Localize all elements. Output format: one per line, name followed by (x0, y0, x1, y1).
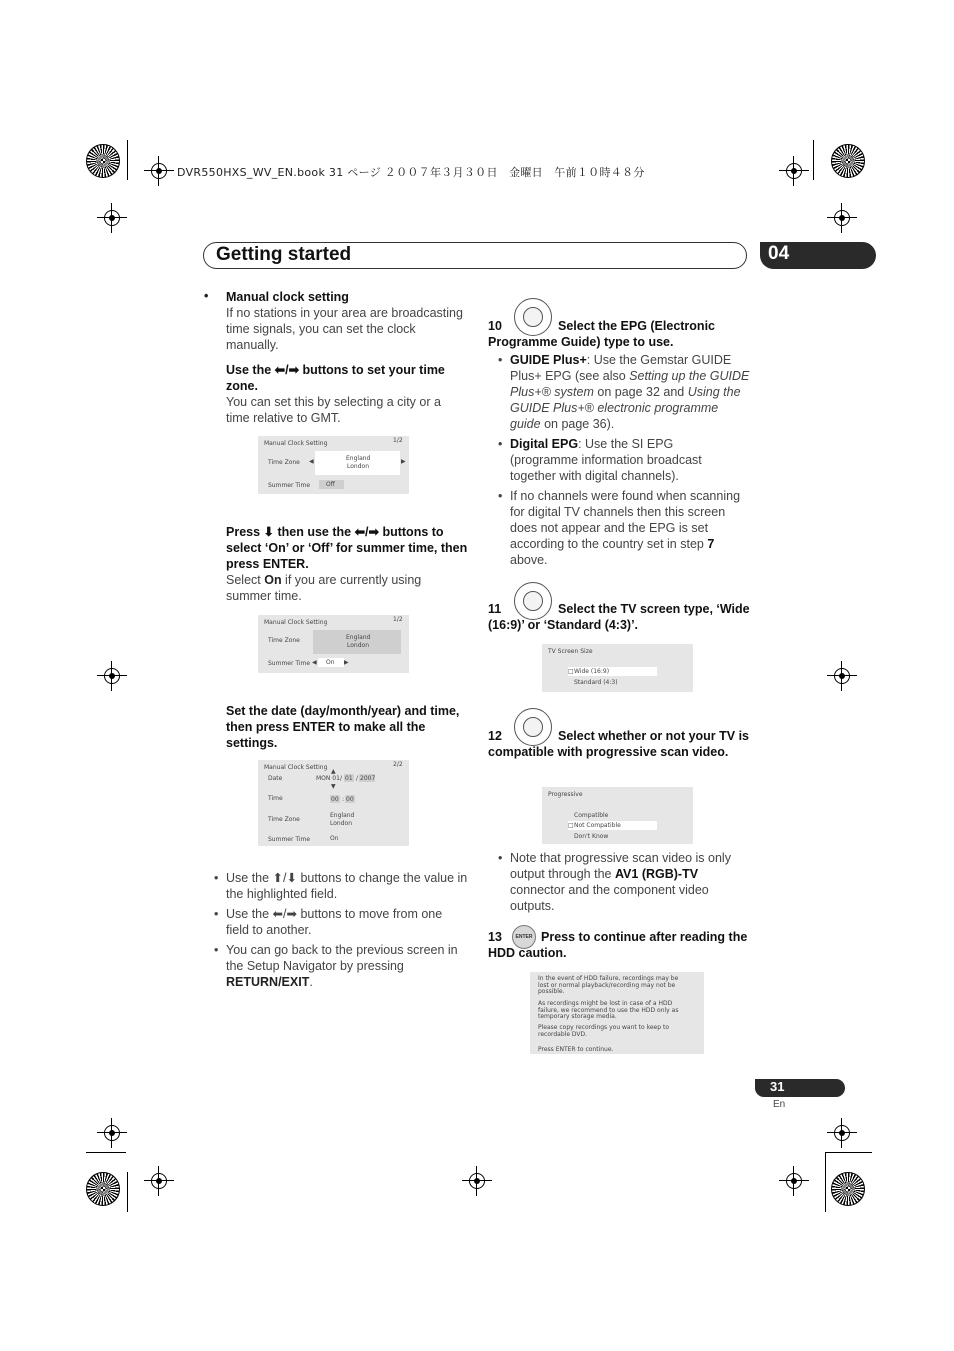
step-summer (226, 524, 468, 604)
time-minute: 00 (346, 796, 354, 803)
chapter-number: 04 (768, 243, 790, 264)
bullet-marker: • (214, 943, 219, 957)
summer-body-on: On (264, 573, 282, 587)
selected-checkbox-icon: □ (568, 822, 574, 829)
screen-page: 1/2 (393, 437, 403, 444)
crosshair-mark (469, 1173, 485, 1189)
arrow-left-icon: ◀ (312, 659, 317, 666)
enter-button-icon: ENTER (512, 925, 536, 949)
step-13-number: 13 (488, 930, 502, 944)
date-month-box (344, 774, 354, 782)
summer-time-value-box (318, 658, 344, 667)
language-label: En (773, 1099, 786, 1110)
registration-star-mark (831, 1172, 865, 1206)
timezone-label: Time Zone (268, 459, 300, 466)
progressive-note-bullet (510, 850, 752, 914)
guide-plus-bullet (510, 352, 750, 432)
timezone-value-line1: England (330, 812, 355, 819)
tv-screen-size-screen (542, 644, 693, 692)
timezone-value-line2: London (347, 463, 369, 470)
screen-title: Manual Clock Setting (264, 764, 328, 771)
bullet-marker: • (204, 289, 209, 303)
bullet-marker: • (214, 907, 219, 921)
hdd-caution-line2: As recordings might be lost in case of a HDD failure, we recommend to use the HDD only as temporary storage media. (538, 1000, 679, 1020)
manual-clock-section (226, 289, 466, 353)
time-separator: : (342, 796, 345, 803)
progressive-note-pre: Note that progressive scan video is only output through the (510, 851, 731, 881)
crosshair-mark (834, 668, 850, 684)
crop-line (813, 140, 814, 180)
summer-body-post: if you are currently using summer time. (226, 573, 422, 603)
arrow-right-icon: ▶ (344, 659, 349, 666)
chapter-tab (760, 242, 876, 269)
timezone-value-box (315, 451, 400, 475)
crop-line (127, 1172, 128, 1212)
progressive-note-bold: AV1 (RGB)-TV (614, 867, 699, 881)
summer-time-value: On (330, 835, 339, 842)
bullet-marker: • (498, 851, 503, 865)
bullet-marker: • (214, 871, 219, 885)
step-13-heading: Press to continue after reading the HDD caution. (488, 930, 748, 960)
hdd-caution-screen (530, 972, 704, 1054)
date-label: Date (268, 775, 283, 782)
go-back-pre: You can go back to the previous screen in the Setup Navigator by pressing (226, 943, 458, 973)
no-channels-step: 7 (707, 537, 715, 551)
date-day: MON 01 (316, 775, 340, 782)
crosshair-mark (104, 668, 120, 684)
guide-plus-text2: on page 32 and (593, 385, 688, 399)
go-back-bold: RETURN/EXIT (226, 975, 310, 989)
crosshair-mark (151, 1173, 167, 1189)
manual-clock-screen-1 (258, 436, 409, 494)
crosshair-mark (151, 163, 167, 179)
section-title-bar (203, 242, 747, 269)
bullet-marker: • (498, 353, 503, 367)
date-year-box (359, 774, 375, 782)
arrow-right-icon: ▶ (401, 458, 406, 465)
registration-star-mark (86, 1172, 120, 1206)
time-minute-box (345, 795, 355, 803)
manual-clock-screen-3 (258, 760, 409, 846)
go-back-post: . (309, 975, 313, 989)
summer-time-value-box (319, 480, 344, 489)
book-file-info: DVR550HXS_WV_EN.book 31 ページ ２００７年３月３０日 金曜日 午前１０時４８分 (177, 166, 645, 179)
no-channels-bullet (510, 488, 752, 568)
crosshair-mark (786, 163, 802, 179)
step-timezone-heading: Use the ⬅/➡ buttons to set your time zone. (226, 363, 445, 393)
summer-time-label: Summer Time (268, 836, 311, 843)
guide-plus-text3: on page 36). (540, 417, 615, 431)
timezone-value-line2: London (330, 820, 352, 827)
step-summer-heading: Press ⬇ then use the ⬅/➡ buttons to select ‘On’ or ‘Off’ for summer time, then press ENTER. (226, 525, 468, 571)
date-month: 01 (345, 775, 353, 782)
step-10-heading: Select the EPG (Electronic Programme Guide) type to use. (488, 319, 715, 349)
summer-body-pre: Select (226, 573, 265, 587)
crosshair-mark (786, 1173, 802, 1189)
summer-time-label: Summer Time (268, 482, 311, 489)
screen-page: 2/2 (393, 761, 403, 768)
hdd-caution-line3: Please copy recordings you want to keep to recordable DVD. (538, 1024, 669, 1038)
arrow-left-icon: ◀ (309, 458, 314, 465)
step-summer-body (226, 572, 468, 604)
timezone-value-box (313, 630, 401, 654)
guide-plus-label: GUIDE Plus+ (510, 353, 587, 367)
arrow-up-icon: ▲ (331, 768, 336, 775)
screen-title: Progressive (548, 791, 583, 798)
step-date-heading: Set the date (day/month/year) and time, then press ENTER to make all the settings. (226, 704, 460, 750)
screen-page: 1/2 (393, 616, 403, 623)
option-wide: Wide (16:9) (574, 668, 610, 675)
crosshair-mark (104, 210, 120, 226)
summer-time-value: Off (326, 481, 335, 488)
date-year: 2007 (360, 775, 376, 782)
step-12-heading: Select whether or not your TV is compatible with progressive scan video. (488, 729, 750, 759)
no-channels-post: above. (510, 553, 548, 567)
date-separator: / (340, 775, 343, 782)
bullet-change-value: Use the ⬆/⬇ buttons to change the value in the highlighted field. (226, 871, 468, 901)
timezone-value-line1: England (346, 455, 371, 462)
registration-star-mark (831, 144, 865, 178)
time-hour-box (330, 795, 340, 803)
bullet-marker: • (498, 489, 503, 503)
progressive-note-post: connector and the component video outputs. (510, 883, 709, 913)
section-title: Getting started (216, 244, 352, 265)
bullet-move-field: Use the ⬅/➡ buttons to move from one field to another. (226, 907, 443, 937)
crosshair-mark (834, 210, 850, 226)
time-label: Time (268, 795, 283, 802)
crop-line (825, 1152, 826, 1212)
timezone-value-line2: London (347, 642, 369, 649)
time-hour: 00 (331, 796, 339, 803)
arrow-down-icon: ▼ (331, 783, 336, 790)
option-compatible: Compatible (574, 812, 609, 819)
bullet-marker: • (498, 437, 503, 451)
progressive-screen (542, 787, 693, 844)
guide-plus-italic1: Setting up the GUIDE Plus+® system (510, 369, 750, 399)
timezone-label: Time Zone (268, 637, 300, 644)
crop-line (826, 1152, 872, 1153)
screen-title: Manual Clock Setting (264, 440, 328, 447)
option-dont-know: Don't Know (574, 833, 609, 840)
step-timezone-body: You can set this by selecting a city or a time relative to GMT. (226, 395, 441, 425)
timezone-label: Time Zone (268, 816, 300, 823)
crosshair-mark (104, 1125, 120, 1141)
hdd-caution-line4: Press ENTER to continue. (538, 1046, 614, 1053)
screen-title: Manual Clock Setting (264, 619, 328, 626)
date-separator: / (356, 775, 359, 782)
page-number: 31 (770, 1079, 785, 1094)
manual-clock-screen-2 (258, 615, 409, 673)
crop-line (127, 140, 128, 180)
step-11-heading: Select the TV screen type, ‘Wide (16:9)’ or ‘Standard (4:3)’. (488, 602, 750, 632)
timezone-value-line1: England (346, 634, 371, 641)
hdd-caution-line1: In the event of HDD failure, recordings may be lost or normal playback/recording may not be possible. (538, 975, 679, 995)
digital-epg-label: Digital EPG (510, 437, 579, 451)
step-10-number: 10 (488, 319, 502, 333)
no-channels-text: If no channels were found when scanning for digital TV channels then this screen does not appear and the EPG is set according to the country set in step (510, 489, 741, 551)
manual-clock-title: Manual clock setting (226, 290, 349, 304)
registration-star-mark (86, 144, 120, 178)
manual-clock-body: If no stations in your area are broadcasting time signals, you can set the clock manually. (226, 306, 463, 352)
selected-checkbox-icon: □ (568, 668, 574, 675)
guide-plus-italic2: Using the GUIDE Plus+® electronic programme guide (510, 385, 741, 431)
step-11-number: 11 (488, 602, 502, 616)
option-not-compatible: Not Compatible (574, 822, 621, 829)
step-timezone (226, 362, 466, 426)
crop-line (86, 1152, 126, 1153)
summer-time-label: Summer Time (268, 660, 311, 667)
screen-title: TV Screen Size (548, 648, 593, 655)
digital-epg-bullet (510, 436, 738, 484)
summer-time-value: On (326, 659, 335, 666)
guide-plus-text1: : Use the Gemstar GUIDE Plus+ EPG (see also (510, 353, 732, 383)
crosshair-mark (834, 1125, 850, 1141)
step-12-number: 12 (488, 729, 502, 743)
bullet-go-back (226, 942, 462, 990)
digital-epg-text: : Use the SI EPG (programme information broadcast together with digital channels). (510, 437, 702, 483)
option-standard: Standard (4:3) (574, 679, 618, 686)
page-number-tab (755, 1079, 845, 1097)
